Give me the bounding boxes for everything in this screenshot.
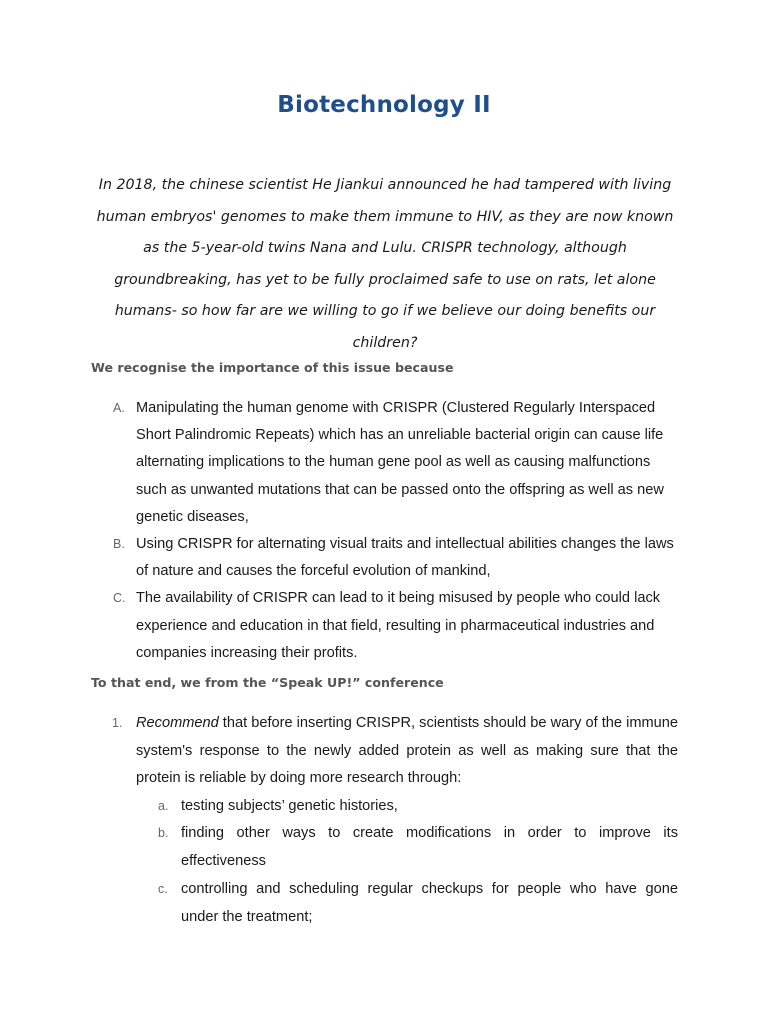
document-title: Biotechnology II <box>277 92 491 118</box>
list-item-text: The availability of CRISPR can lead to it being misused by people who could lack experience and education in that field, resulting in pharmaceutical industries and companies increasing their profits. <box>136 590 661 661</box>
list-item-text: Manipulating the human genome with CRISPR (Clustered Regularly Interspaced Short Palindromic Repeats) which has an unreliable bacterial origin can cause life alternating implications to the human gene pool as well as causing malfunctions such as unwanted mutations that can be passed onto the offspring as well as new genetic diseases, <box>136 400 664 525</box>
list-item <box>0 585 678 667</box>
intro-paragraph: In 2018, the chinese scientist He Jiankui announced he had tampered with living human embryos' genomes to make them immune to HIV, as they are now known as the 5-year-old twins Nana and Lulu. CRISPR technology, although groundbreaking, has yet to be fully proclaimed safe to use on rats, let alone humans- so how far are we willing to go if we believe our doing benefits our children? <box>96 177 674 351</box>
sub-list-marker: b. <box>158 826 169 841</box>
list-item <box>0 531 678 585</box>
list-item <box>0 395 678 531</box>
sub-list-item-text: controlling and scheduling regular checkups for people who have gone under the treatment; <box>181 880 678 925</box>
sub-list-item <box>0 820 678 876</box>
sub-list-marker: c. <box>158 881 168 896</box>
sub-list-item-text: finding other ways to create modifications in order to improve its effectiveness <box>181 825 678 870</box>
list-item-text: Using CRISPR for alternating visual traits and intellectual abilities changes the laws of nature and causes the forceful evolution of mankind, <box>136 536 674 580</box>
recommend-emphasis: Recommend <box>136 715 219 731</box>
list-item <box>0 710 678 793</box>
list-marker: A. <box>113 401 125 415</box>
list-marker: 1. <box>112 716 123 730</box>
recommendations-list <box>0 710 678 931</box>
sub-list-marker: a. <box>158 798 169 813</box>
section-heading-importance: We recognise the importance of this issue because <box>91 360 454 375</box>
importance-list <box>0 395 678 667</box>
section-heading-conference: To that end, we from the “Speak UP!” conference <box>91 675 444 690</box>
sub-list-item <box>0 876 678 932</box>
list-item-text: that before inserting CRISPR, scientists should be wary of the immune system's response to the newly added protein as well as making sure that the protein is reliable by doing more research through: <box>136 715 678 786</box>
list-marker: B. <box>113 537 125 552</box>
sub-list-item-text: testing subjects’ genetic histories, <box>181 797 398 814</box>
list-marker: C. <box>113 591 126 606</box>
sub-list-item <box>0 793 678 821</box>
